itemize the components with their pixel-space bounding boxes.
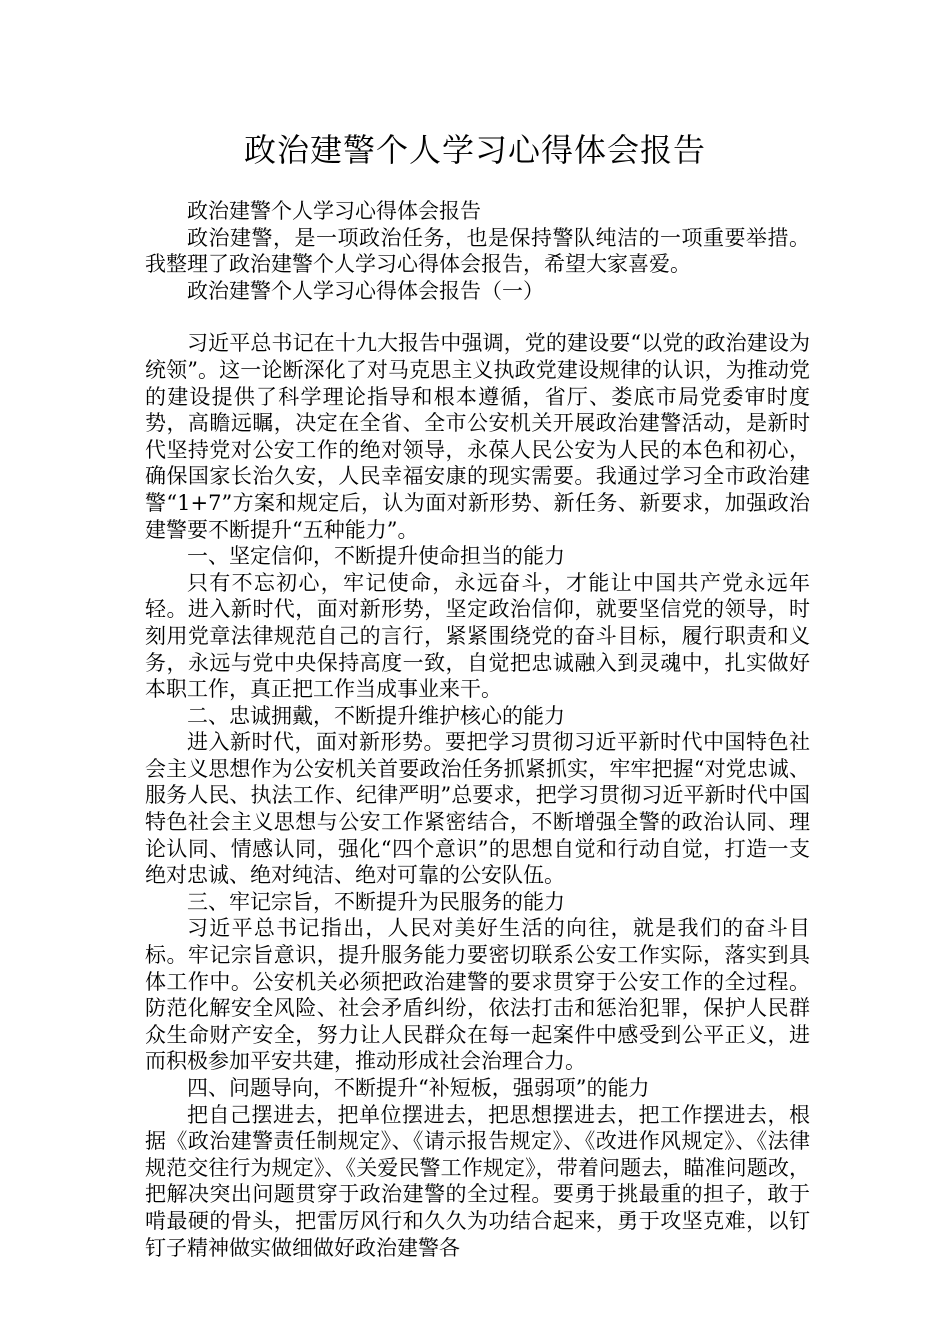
paragraph-section-1: 只有不忘初心，牢记使命，永远奋斗，才能让中国共产党永远年轻。进入新时代，面对新形势，坚定政治信仰，就要坚信党的领导，时刻用党章法律规范自己的言行，紧紧围绕党的奋斗目标，履行职责和义务，永远与党中央保持高度一致，自觉把忠诚融入到灵魂中，扎实做好本职工作，真正把工作当成事业来干。 xyxy=(145,570,810,702)
paragraph-intro: 政治建警，是一项政治任务，也是保持警队纯洁的一项重要举措。我整理了政治建警个人学习心得体会报告，希望大家喜爱。 xyxy=(145,225,810,277)
section-heading-part-one: 政治建警个人学习心得体会报告（一） xyxy=(187,278,544,303)
section-heading-1: 一、坚定信仰，不断提升使命担当的能力 xyxy=(187,544,565,569)
document-title: 政治建警个人学习心得体会报告 xyxy=(243,131,706,169)
paragraph-opening: 习近平总书记在十九大报告中强调，党的建设要“以党的政治建设为统领”。这一论断深化了对马克思主义执政党建设规律的认识，为推动党的建设提供了科学理论指导和根本遵循，省厅、娄底市局党委审时度势，高瞻远瞩，决定在全省、全市公安机关开展政治建警活动，是新时代坚持党对公安工作的绝对领导，永葆人民公安为人民的本色和初心，确保国家长治久安，人民幸福安康的现实需要。我通过学习全市政治建警“1+7”方案和规定后，认为面对新形势、新任务、新要求，加强政治建警要不断提升“五种能力”。 xyxy=(145,331,810,542)
paragraph-section-2: 进入新时代，面对新形势。要把学习贯彻习近平新时代中国特色社会主义思想作为公安机关首要政治任务抓紧抓实，牢牢把握“对党忠诚、服务人民、执法工作、纪律严明”总要求，把学习贯彻习近平新时代中国特色社会主义思想与公安工作紧密结合，不断增强全警的政治认同、理论认同、情感认同，强化“四个意识”的思想自觉和行动自觉，打造一支绝对忠诚、绝对纯洁、绝对可靠的公安队伍。 xyxy=(145,730,810,888)
section-heading-4: 四、问题导向，不断提升“补短板，强弱项”的能力 xyxy=(187,1076,650,1100)
section-heading-3: 三、牢记宗旨，不断提升为民服务的能力 xyxy=(187,889,565,914)
section-heading-2: 二、忠诚拥戴，不断提升维护核心的能力 xyxy=(187,703,565,728)
paragraph-section-4: 把自己摆进去，把单位摆进去，把思想摆进去，把工作摆进去，根据《政治建警责任制规定》、《请示报告规定》、《改进作风规定》、《法律规范交往行为规定》、《关爱民警工作规定》，带着问题去，瞄准问题改，把解决突出问题贯穿于政治建警的全过程。要勇于挑最重的担子，敢于啃最硬的骨头，把雷厉风行和久久为功结合起来，勇于攻坚克难，以钉钉子精神做实做细做好政治建警各 xyxy=(145,1102,810,1260)
paragraph-section-3: 习近平总书记指出，人民对美好生活的向往，就是我们的奋斗目标。牢记宗旨意识，提升服务能力要密切联系公安工作实际，落实到具体工作中。公安机关必须把政治建警的要求贯穿于公安工作的全过程。防范化解安全风险、社会矛盾纠纷，依法打击和惩治犯罪，保护人民群众生命财产安全，努力让人民群众在每一起案件中感受到公平正义，进而积极参加平安共建，推动形成社会治理合力。 xyxy=(145,916,810,1074)
document-body xyxy=(145,198,810,1261)
paragraph-subtitle: 政治建警个人学习心得体会报告 xyxy=(187,199,481,223)
